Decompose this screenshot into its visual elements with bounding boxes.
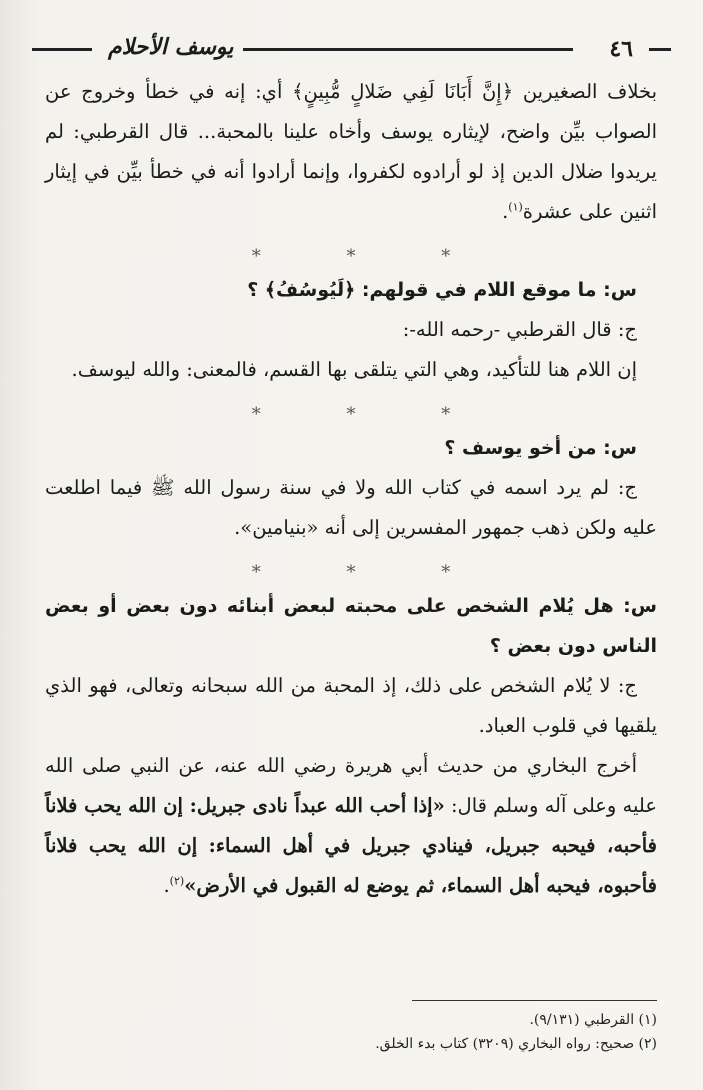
footnote-ref: (١) <box>508 200 523 214</box>
footnotes <box>45 1008 657 1056</box>
footnote-ref: (٢) <box>169 874 185 888</box>
question-heading: س: هل يُلام الشخص على محبته لبعض أبنائه دون بعض أو بعض الناس دون بعض ؟ <box>45 595 657 657</box>
footnote: (٢) صحيح: رواه البخاري (٣٢٠٩) كتاب بدء الخلق. <box>375 1036 657 1052</box>
hadith-paragraph: أخرج البخاري من حديث أبي هريرة رضي الله عنه، عن النبي صلى الله عليه وعلى آله وسلم قال: «إذا أحب الله عبداً نادى جبريل: إن الله يحب فلاناً فأحبه، فيحبه جبريل، فينادي جبريل في أهل السماء: إن الله يحب فلاناً فأحبوه، فيحبه أهل السماء، ثم يوضع له القبول في الأرض»$^{(٢)}$. <box>45 754 657 897</box>
section-divider: * * * <box>251 562 491 583</box>
section-divider: * * * <box>251 246 491 267</box>
answer-label: ج: قال القرطبي -رحمه الله-: <box>402 318 637 341</box>
question-heading: س: ما موقع اللام في قولهم: ﴿لَيُوسُفُ﴾ ؟ <box>247 279 637 301</box>
answer-paragraph: إن اللام هنا للتأكيد، وهي التي يتلقى بها القسم، فالمعنى: والله ليوسف. <box>71 358 637 381</box>
book-title: يوسف الأحلام <box>108 34 234 60</box>
hadith-quote: «إذا أحب الله عبداً نادى جبريل: إن الله يحب فلاناً فأحبه، فيحبه جبريل، فينادي جبريل في أهل السماء: إن الله يحب فلاناً فأحبوه، فيحبه أهل السماء، ثم يوضع له القبول في الأرض» <box>45 794 657 897</box>
question-heading: س: من أخو يوسف ؟ <box>444 437 637 459</box>
page-header <box>30 34 673 68</box>
section-divider: * * * <box>251 404 491 425</box>
footnote-divider <box>412 1000 657 1001</box>
page-number: ٤٦ <box>609 36 633 62</box>
header-rule <box>649 48 671 51</box>
intro-paragraph: بخلاف الصغيرين ﴿إِنَّ أَبَانَا لَفِي ضَلالٍ مُّبِينٍ﴾ أي: إنه في خطأ وخروج عن الصواب بيِّن واضح، لإيثاره يوسف وأخاه علينا بالمحبة... قال القرطبي: لم يريدوا ضلال الدين إذ لو أرادوه لكفروا، وإنما أرادوا أنه في خطأ بيِّن في إيثار اثنين على عشرة$^{(١)}$. <box>45 80 657 223</box>
answer-paragraph: ج: لم يرد اسمه في كتاب الله ولا في سنة رسول الله ﷺ فيما اطلعت عليه ولكن ذهب جمهور المفسرين إلى أنه «بنيامين». <box>45 476 657 539</box>
answer-paragraph: ج: لا يُلام الشخص على ذلك، إذ المحبة من الله سبحانه وتعالى، فهو الذي يلقيها في قلوب العباد. <box>45 674 657 737</box>
header-rule <box>243 48 573 51</box>
header-rule <box>32 48 92 51</box>
footnote: (١) القرطبي (٩/١٣١). <box>529 1012 657 1028</box>
page-body <box>45 72 657 906</box>
